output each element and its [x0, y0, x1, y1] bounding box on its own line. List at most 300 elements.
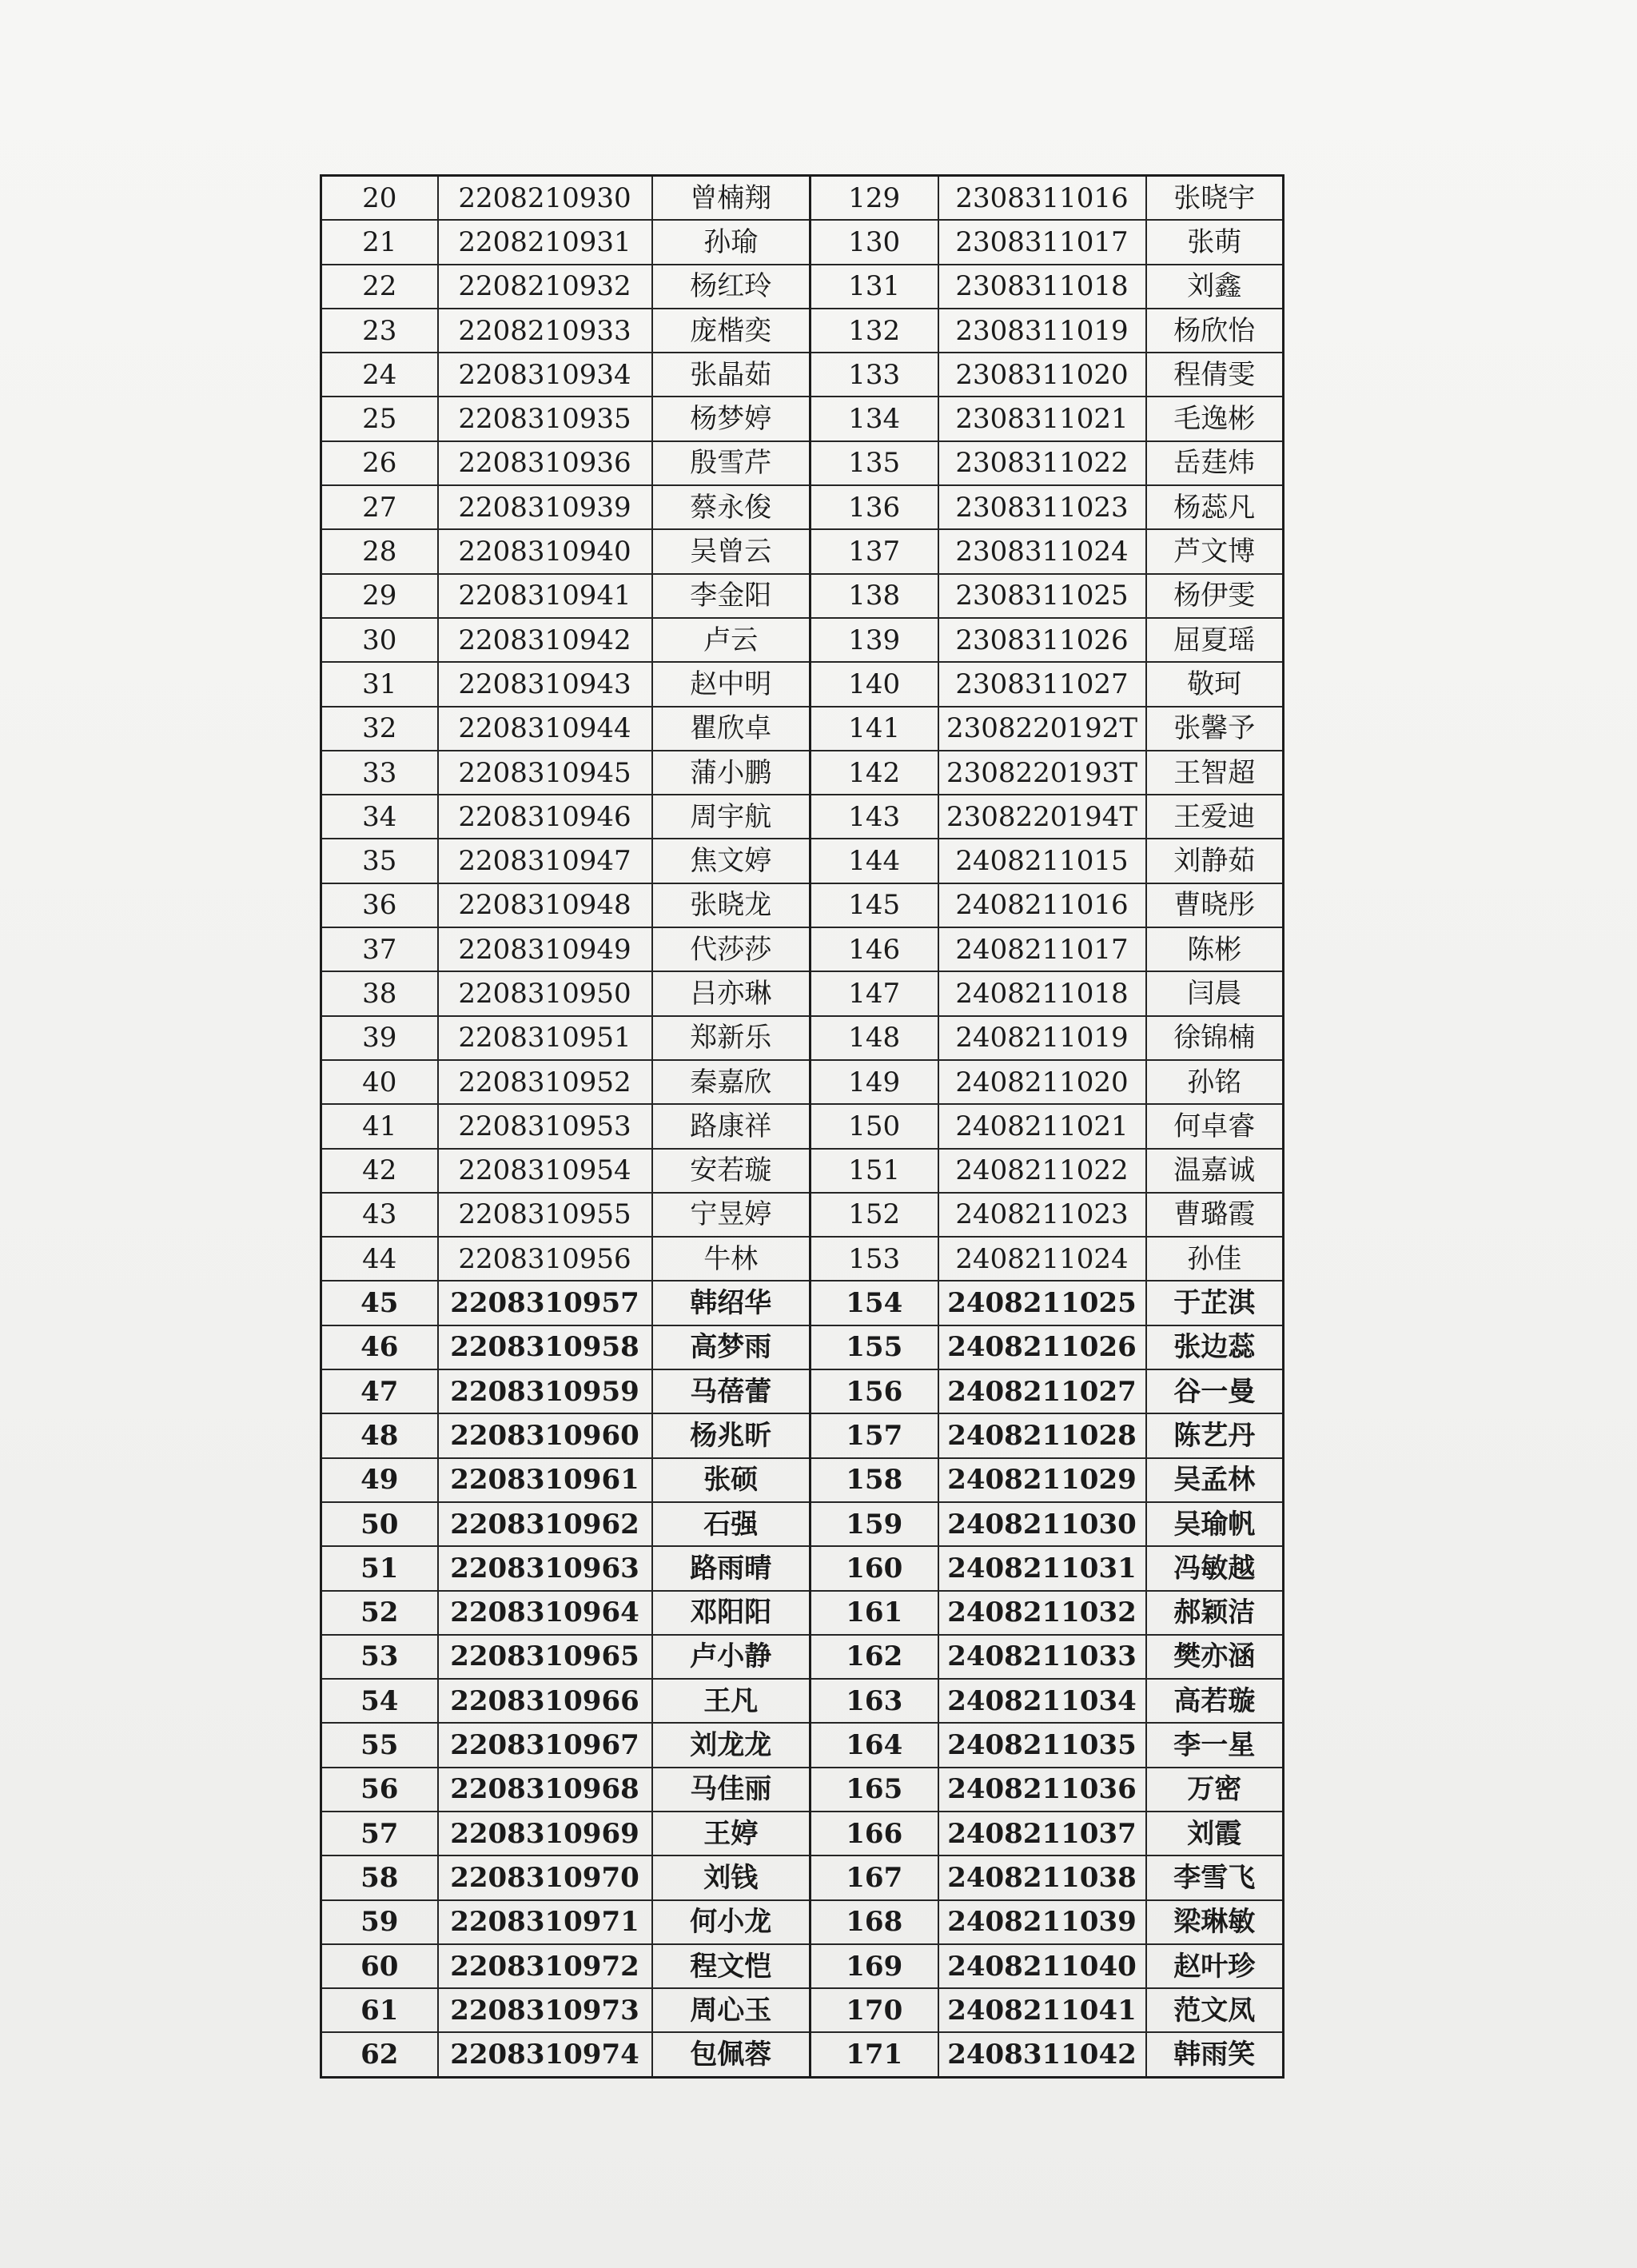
- student-id-right: 2308220193T: [938, 751, 1146, 795]
- row-number-right: 138: [811, 574, 938, 618]
- student-name-right: 张晓宇: [1146, 176, 1284, 221]
- student-id-right: 2408211039: [938, 1900, 1146, 1944]
- student-name-left: 庞楷奕: [652, 309, 811, 353]
- student-name-left: 张硕: [652, 1458, 811, 1502]
- student-name-right: 冯敏越: [1146, 1546, 1284, 1590]
- student-name-left: 安若璇: [652, 1149, 811, 1193]
- student-name-left: 卢云: [652, 618, 811, 662]
- student-id-right: 2308311022: [938, 441, 1146, 485]
- row-number-left: 21: [321, 220, 438, 264]
- student-id-right: 2408211023: [938, 1193, 1146, 1237]
- student-id-left: 2208310974: [438, 2032, 652, 2077]
- student-name-right: 梁琳敏: [1146, 1900, 1284, 1944]
- student-name-right: 刘静茹: [1146, 839, 1284, 883]
- student-id-left: 2208210933: [438, 309, 652, 353]
- table-row: [321, 927, 1284, 971]
- student-name-left: 代莎莎: [652, 927, 811, 971]
- table-row: [321, 1016, 1284, 1060]
- row-number-left: 47: [321, 1369, 438, 1413]
- student-id-left: 2208310941: [438, 574, 652, 618]
- student-name-right: 郝颖洁: [1146, 1591, 1284, 1635]
- table-row: [321, 441, 1284, 485]
- student-name-right: 徐锦楠: [1146, 1016, 1284, 1060]
- student-name-right: 万密: [1146, 1768, 1284, 1812]
- row-number-right: 133: [811, 353, 938, 397]
- student-id-left: 2208310947: [438, 839, 652, 883]
- row-number-right: 150: [811, 1104, 938, 1148]
- student-name-left: 马佳丽: [652, 1768, 811, 1812]
- student-id-right: 2408211024: [938, 1237, 1146, 1281]
- table-row: [321, 1723, 1284, 1767]
- table-row: [321, 1591, 1284, 1635]
- student-name-left: 何小龙: [652, 1900, 811, 1944]
- row-number-right: 132: [811, 309, 938, 353]
- row-number-left: 36: [321, 883, 438, 927]
- student-id-left: 2208310945: [438, 751, 652, 795]
- student-id-left: 2208310946: [438, 795, 652, 839]
- row-number-left: 62: [321, 2032, 438, 2077]
- student-id-left: 2208210932: [438, 265, 652, 309]
- table-row: [321, 485, 1284, 529]
- row-number-right: 158: [811, 1458, 938, 1502]
- student-name-left: 蒲小鹏: [652, 751, 811, 795]
- roster-body: [321, 176, 1284, 2078]
- table-row: [321, 176, 1284, 221]
- row-number-left: 29: [321, 574, 438, 618]
- row-number-left: 43: [321, 1193, 438, 1237]
- student-name-left: 杨红玲: [652, 265, 811, 309]
- student-name-right: 岳莛炜: [1146, 441, 1284, 485]
- row-number-left: 59: [321, 1900, 438, 1944]
- student-id-right: 2408211018: [938, 971, 1146, 1015]
- student-id-right: 2408211017: [938, 927, 1146, 971]
- student-name-right: 孙佳: [1146, 1237, 1284, 1281]
- table-row: [321, 707, 1284, 751]
- row-number-right: 161: [811, 1591, 938, 1635]
- row-number-left: 53: [321, 1635, 438, 1679]
- row-number-right: 168: [811, 1900, 938, 1944]
- student-name-right: 杨蕊凡: [1146, 485, 1284, 529]
- student-id-right: 2308311017: [938, 220, 1146, 264]
- student-id-right: 2408211030: [938, 1502, 1146, 1546]
- row-number-right: 130: [811, 220, 938, 264]
- student-id-left: 2208310934: [438, 353, 652, 397]
- student-name-right: 毛逸彬: [1146, 397, 1284, 440]
- student-name-left: 秦嘉欣: [652, 1060, 811, 1104]
- table-row: [321, 1855, 1284, 1899]
- row-number-right: 129: [811, 176, 938, 221]
- row-number-right: 157: [811, 1413, 938, 1457]
- student-id-left: 2208310972: [438, 1944, 652, 1988]
- student-id-left: 2208310968: [438, 1768, 652, 1812]
- row-number-right: 160: [811, 1546, 938, 1590]
- table-row: [321, 397, 1284, 440]
- row-number-right: 154: [811, 1281, 938, 1325]
- table-row: [321, 574, 1284, 618]
- row-number-left: 35: [321, 839, 438, 883]
- student-id-left: 2208310960: [438, 1413, 652, 1457]
- student-name-right: 闫晨: [1146, 971, 1284, 1015]
- table-row: [321, 839, 1284, 883]
- student-id-left: 2208310936: [438, 441, 652, 485]
- student-id-right: 2308311027: [938, 662, 1146, 706]
- student-id-left: 2208310964: [438, 1591, 652, 1635]
- student-id-left: 2208310943: [438, 662, 652, 706]
- student-id-right: 2408211020: [938, 1060, 1146, 1104]
- row-number-right: 147: [811, 971, 938, 1015]
- student-name-left: 王婷: [652, 1812, 811, 1855]
- student-name-left: 瞿欣卓: [652, 707, 811, 751]
- student-name-right: 范文凤: [1146, 1988, 1284, 2032]
- table-row: [321, 795, 1284, 839]
- student-name-right: 于芷淇: [1146, 1281, 1284, 1325]
- student-name-right: 刘霞: [1146, 1812, 1284, 1855]
- student-name-left: 石强: [652, 1502, 811, 1546]
- student-id-right: 2408211037: [938, 1812, 1146, 1855]
- table-row: [321, 1679, 1284, 1723]
- row-number-right: 170: [811, 1988, 938, 2032]
- row-number-left: 26: [321, 441, 438, 485]
- student-id-right: 2308311024: [938, 529, 1146, 573]
- student-name-right: 屈夏瑶: [1146, 618, 1284, 662]
- row-number-right: 165: [811, 1768, 938, 1812]
- student-id-left: 2208310954: [438, 1149, 652, 1193]
- student-id-right: 2408211019: [938, 1016, 1146, 1060]
- student-name-left: 卢小静: [652, 1635, 811, 1679]
- student-name-right: 芦文博: [1146, 529, 1284, 573]
- row-number-right: 162: [811, 1635, 938, 1679]
- table-row: [321, 1502, 1284, 1546]
- student-name-left: 韩绍华: [652, 1281, 811, 1325]
- student-id-right: 2408211015: [938, 839, 1146, 883]
- student-id-left: 2208310935: [438, 397, 652, 440]
- student-name-right: 谷一曼: [1146, 1369, 1284, 1413]
- student-name-right: 樊亦涵: [1146, 1635, 1284, 1679]
- row-number-right: 148: [811, 1016, 938, 1060]
- student-name-right: 杨欣怡: [1146, 309, 1284, 353]
- row-number-right: 149: [811, 1060, 938, 1104]
- student-name-left: 焦文婷: [652, 839, 811, 883]
- student-name-left: 张晶茹: [652, 353, 811, 397]
- student-name-right: 陈艺丹: [1146, 1413, 1284, 1457]
- student-name-right: 孙铭: [1146, 1060, 1284, 1104]
- row-number-right: 140: [811, 662, 938, 706]
- row-number-left: 46: [321, 1325, 438, 1369]
- row-number-right: 134: [811, 397, 938, 440]
- row-number-right: 135: [811, 441, 938, 485]
- student-name-left: 路康祥: [652, 1104, 811, 1148]
- student-name-left: 刘钱: [652, 1855, 811, 1899]
- student-id-right: 2308220194T: [938, 795, 1146, 839]
- student-name-right: 敬珂: [1146, 662, 1284, 706]
- row-number-left: 60: [321, 1944, 438, 1988]
- row-number-right: 151: [811, 1149, 938, 1193]
- student-name-right: 吴瑜帆: [1146, 1502, 1284, 1546]
- table-row: [321, 220, 1284, 264]
- student-name-left: 杨梦婷: [652, 397, 811, 440]
- student-name-left: 杨兆昕: [652, 1413, 811, 1457]
- student-id-left: 2208310963: [438, 1546, 652, 1590]
- student-id-left: 2208310959: [438, 1369, 652, 1413]
- student-name-left: 牛林: [652, 1237, 811, 1281]
- student-name-left: 吴曾云: [652, 529, 811, 573]
- table-row: [321, 1193, 1284, 1237]
- row-number-right: 159: [811, 1502, 938, 1546]
- student-id-right: 2408211038: [938, 1855, 1146, 1899]
- student-name-left: 孙瑜: [652, 220, 811, 264]
- student-id-left: 2208310970: [438, 1855, 652, 1899]
- row-number-right: 156: [811, 1369, 938, 1413]
- student-name-left: 包佩蓉: [652, 2032, 811, 2077]
- student-name-right: 刘鑫: [1146, 265, 1284, 309]
- student-name-left: 周宇航: [652, 795, 811, 839]
- student-name-right: 杨伊雯: [1146, 574, 1284, 618]
- student-id-right: 2308311018: [938, 265, 1146, 309]
- student-name-left: 邓阳阳: [652, 1591, 811, 1635]
- row-number-right: 143: [811, 795, 938, 839]
- student-name-right: 韩雨笑: [1146, 2032, 1284, 2077]
- student-id-left: 2208310955: [438, 1193, 652, 1237]
- student-id-left: 2208210930: [438, 176, 652, 221]
- table-row: [321, 618, 1284, 662]
- row-number-left: 44: [321, 1237, 438, 1281]
- row-number-left: 52: [321, 1591, 438, 1635]
- student-name-right: 李雪飞: [1146, 1855, 1284, 1899]
- row-number-left: 22: [321, 265, 438, 309]
- student-name-left: 郑新乐: [652, 1016, 811, 1060]
- student-name-right: 程倩雯: [1146, 353, 1284, 397]
- row-number-right: 139: [811, 618, 938, 662]
- row-number-left: 57: [321, 1812, 438, 1855]
- student-id-right: 2408211033: [938, 1635, 1146, 1679]
- student-name-right: 高若璇: [1146, 1679, 1284, 1723]
- table-row: [321, 971, 1284, 1015]
- table-row: [321, 1060, 1284, 1104]
- row-number-left: 34: [321, 795, 438, 839]
- student-id-left: 2208310967: [438, 1723, 652, 1767]
- student-id-left: 2208310966: [438, 1679, 652, 1723]
- row-number-left: 32: [321, 707, 438, 751]
- row-number-left: 42: [321, 1149, 438, 1193]
- row-number-left: 27: [321, 485, 438, 529]
- student-name-right: 李一星: [1146, 1723, 1284, 1767]
- student-name-right: 张馨予: [1146, 707, 1284, 751]
- student-id-left: 2208310940: [438, 529, 652, 573]
- student-id-left: 2208310942: [438, 618, 652, 662]
- student-id-right: 2308311026: [938, 618, 1146, 662]
- table-row: [321, 1635, 1284, 1679]
- student-name-left: 马蓓蕾: [652, 1369, 811, 1413]
- student-id-left: 2208210931: [438, 220, 652, 264]
- student-id-left: 2208310962: [438, 1502, 652, 1546]
- student-id-right: 2408211035: [938, 1723, 1146, 1767]
- student-name-left: 刘龙龙: [652, 1723, 811, 1767]
- row-number-left: 56: [321, 1768, 438, 1812]
- student-name-right: 张边蕊: [1146, 1325, 1284, 1369]
- student-name-right: 赵叶珍: [1146, 1944, 1284, 1988]
- student-id-left: 2208310956: [438, 1237, 652, 1281]
- table-row: [321, 1413, 1284, 1457]
- student-name-left: 吕亦琳: [652, 971, 811, 1015]
- student-id-right: 2408211032: [938, 1591, 1146, 1635]
- student-id-left: 2208310973: [438, 1988, 652, 2032]
- student-name-left: 王凡: [652, 1679, 811, 1723]
- student-id-left: 2208310961: [438, 1458, 652, 1502]
- table-row: [321, 1369, 1284, 1413]
- table-row: [321, 353, 1284, 397]
- table-row: [321, 1104, 1284, 1148]
- row-number-left: 33: [321, 751, 438, 795]
- row-number-left: 40: [321, 1060, 438, 1104]
- student-id-left: 2208310971: [438, 1900, 652, 1944]
- table-row: [321, 1988, 1284, 2032]
- row-number-left: 28: [321, 529, 438, 573]
- student-id-right: 2308311021: [938, 397, 1146, 440]
- student-name-left: 李金阳: [652, 574, 811, 618]
- student-id-right: 2408211022: [938, 1149, 1146, 1193]
- row-number-left: 51: [321, 1546, 438, 1590]
- table-row: [321, 1546, 1284, 1590]
- student-id-right: 2308311016: [938, 176, 1146, 221]
- student-name-right: 曹璐霞: [1146, 1193, 1284, 1237]
- student-id-left: 2208310939: [438, 485, 652, 529]
- student-id-left: 2208310948: [438, 883, 652, 927]
- row-number-left: 41: [321, 1104, 438, 1148]
- table-row: [321, 1325, 1284, 1369]
- table-row: [321, 529, 1284, 573]
- row-number-right: 167: [811, 1855, 938, 1899]
- student-id-left: 2208310951: [438, 1016, 652, 1060]
- row-number-left: 39: [321, 1016, 438, 1060]
- row-number-right: 171: [811, 2032, 938, 2077]
- row-number-left: 25: [321, 397, 438, 440]
- row-number-right: 163: [811, 1679, 938, 1723]
- student-id-right: 2408211021: [938, 1104, 1146, 1148]
- student-id-right: 2408211031: [938, 1546, 1146, 1590]
- table-row: [321, 1237, 1284, 1281]
- row-number-left: 61: [321, 1988, 438, 2032]
- table-row: [321, 1944, 1284, 1988]
- row-number-left: 58: [321, 1855, 438, 1899]
- student-name-right: 温嘉诚: [1146, 1149, 1284, 1193]
- row-number-left: 50: [321, 1502, 438, 1546]
- student-id-left: 2208310949: [438, 927, 652, 971]
- student-name-left: 路雨晴: [652, 1546, 811, 1590]
- student-id-right: 2408211028: [938, 1413, 1146, 1457]
- table-row: [321, 751, 1284, 795]
- student-name-left: 张晓龙: [652, 883, 811, 927]
- student-id-right: 2408211034: [938, 1679, 1146, 1723]
- student-id-right: 2408211025: [938, 1281, 1146, 1325]
- student-name-right: 王智超: [1146, 751, 1284, 795]
- row-number-left: 24: [321, 353, 438, 397]
- row-number-left: 30: [321, 618, 438, 662]
- student-id-left: 2208310944: [438, 707, 652, 751]
- student-roster-table: [320, 174, 1285, 2079]
- student-id-right: 2308311019: [938, 309, 1146, 353]
- row-number-right: 145: [811, 883, 938, 927]
- row-number-left: 49: [321, 1458, 438, 1502]
- row-number-right: 136: [811, 485, 938, 529]
- row-number-right: 166: [811, 1812, 938, 1855]
- table-row: [321, 1900, 1284, 1944]
- student-id-right: 2408211029: [938, 1458, 1146, 1502]
- row-number-left: 23: [321, 309, 438, 353]
- student-name-left: 高梦雨: [652, 1325, 811, 1369]
- row-number-right: 141: [811, 707, 938, 751]
- student-id-left: 2208310958: [438, 1325, 652, 1369]
- table-row: [321, 662, 1284, 706]
- table-row: [321, 1281, 1284, 1325]
- row-number-right: 146: [811, 927, 938, 971]
- row-number-left: 55: [321, 1723, 438, 1767]
- table-row: [321, 265, 1284, 309]
- student-name-right: 曹晓彤: [1146, 883, 1284, 927]
- student-id-left: 2208310957: [438, 1281, 652, 1325]
- student-name-right: 陈彬: [1146, 927, 1284, 971]
- row-number-right: 152: [811, 1193, 938, 1237]
- row-number-right: 137: [811, 529, 938, 573]
- row-number-right: 142: [811, 751, 938, 795]
- table-row: [321, 2032, 1284, 2077]
- student-name-right: 王爱迪: [1146, 795, 1284, 839]
- student-id-left: 2208310965: [438, 1635, 652, 1679]
- row-number-right: 144: [811, 839, 938, 883]
- student-id-right: 2308311020: [938, 353, 1146, 397]
- student-id-right: 2408211041: [938, 1988, 1146, 2032]
- table-row: [321, 1812, 1284, 1855]
- student-name-left: 赵中明: [652, 662, 811, 706]
- row-number-left: 48: [321, 1413, 438, 1457]
- table-row: [321, 309, 1284, 353]
- student-id-right: 2408211036: [938, 1768, 1146, 1812]
- student-id-left: 2208310953: [438, 1104, 652, 1148]
- row-number-left: 38: [321, 971, 438, 1015]
- table-row: [321, 1458, 1284, 1502]
- student-name-right: 吴孟林: [1146, 1458, 1284, 1502]
- row-number-left: 45: [321, 1281, 438, 1325]
- table-row: [321, 1768, 1284, 1812]
- student-id-left: 2208310969: [438, 1812, 652, 1855]
- row-number-right: 155: [811, 1325, 938, 1369]
- student-name-left: 程文恺: [652, 1944, 811, 1988]
- student-name-left: 蔡永俊: [652, 485, 811, 529]
- row-number-right: 164: [811, 1723, 938, 1767]
- student-id-right: 2308311023: [938, 485, 1146, 529]
- student-id-right: 2408211016: [938, 883, 1146, 927]
- student-id-right: 2408311042: [938, 2032, 1146, 2077]
- student-id-left: 2208310952: [438, 1060, 652, 1104]
- row-number-left: 37: [321, 927, 438, 971]
- student-name-left: 周心玉: [652, 1988, 811, 2032]
- table-row: [321, 883, 1284, 927]
- student-id-right: 2308220192T: [938, 707, 1146, 751]
- student-id-right: 2408211027: [938, 1369, 1146, 1413]
- student-id-right: 2408211040: [938, 1944, 1146, 1988]
- student-name-right: 张萌: [1146, 220, 1284, 264]
- row-number-left: 54: [321, 1679, 438, 1723]
- student-id-right: 2408211026: [938, 1325, 1146, 1369]
- student-name-left: 殷雪芹: [652, 441, 811, 485]
- row-number-right: 169: [811, 1944, 938, 1988]
- row-number-left: 20: [321, 176, 438, 221]
- row-number-right: 153: [811, 1237, 938, 1281]
- student-name-left: 曾楠翔: [652, 176, 811, 221]
- student-id-right: 2308311025: [938, 574, 1146, 618]
- table-row: [321, 1149, 1284, 1193]
- row-number-right: 131: [811, 265, 938, 309]
- row-number-left: 31: [321, 662, 438, 706]
